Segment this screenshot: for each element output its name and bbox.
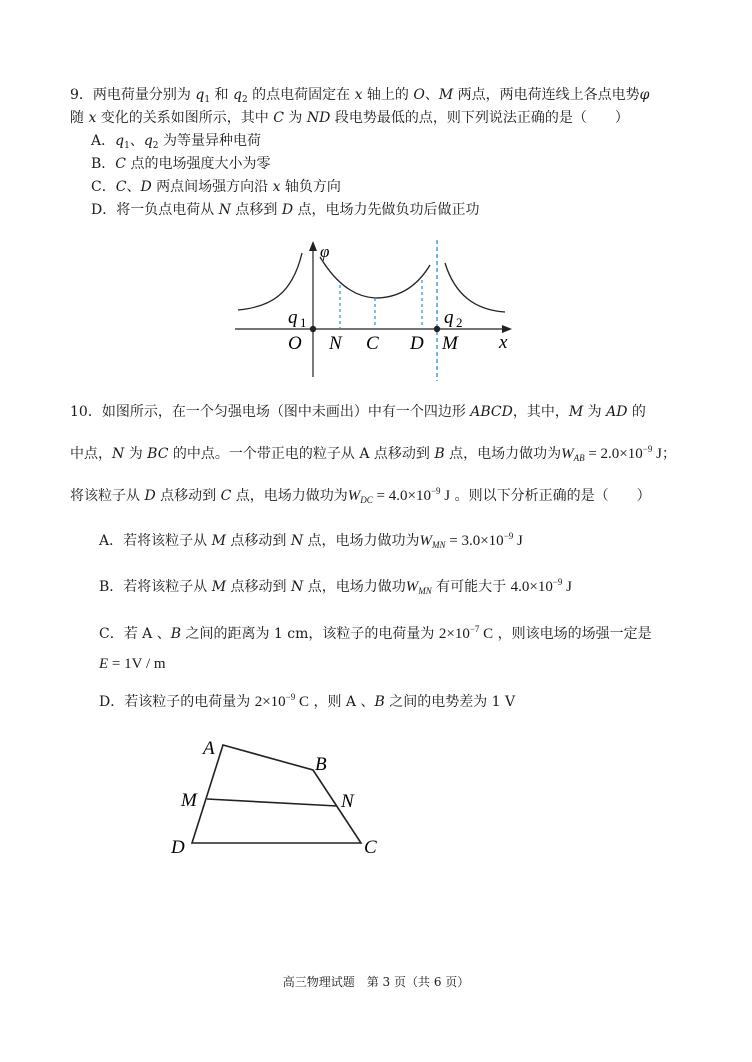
q1-label: q <box>288 307 298 328</box>
q9-option-b: B．C 点的电场强度大小为零 <box>91 156 271 172</box>
q9-stem-line2: 随 x 变化的关系如图所示，其中 C 为 ND 段电势最低的点，则下列说法正确的是（ ） <box>70 110 629 126</box>
label-d: D <box>171 837 185 858</box>
label-b: B <box>315 754 327 775</box>
q10-option-c: C．若 A 、B 之间的距离为 1 cm，该粒子的电荷量为 $2\times 10^{-7}$ C ，则该电场的场强一定是 <box>99 624 652 642</box>
n-label: N <box>329 333 342 354</box>
segment-mn <box>207 799 337 806</box>
q2-sub: 2 <box>456 315 463 330</box>
phi-label: φ <box>320 242 330 261</box>
q9-option-c: C．C、D 两点间场强方向沿 x 轴负方向 <box>91 179 341 195</box>
q10-option-a: A．若将该粒子从 M 点移动到 N 点，电场力做功为$W_{MN} = 3.0\times 10^{-9}$ J <box>99 531 523 550</box>
q10-stem-line1: 10．如图所示，在一个匀强电场（图中未画出）中有一个四边形 ABCD，其中，M 为 AD 的 <box>70 404 646 420</box>
q1-charge-dot <box>310 326 316 332</box>
phi-axis-arrow <box>309 241 317 251</box>
q10-quadrilateral-figure <box>165 730 395 865</box>
q10-stem-line2: 中点，N 为 BC 的中点。一个带正电的粒子从 A 点移动到 B 点，电场力做功为$W_{AB} = 2.0\times 10^{-9}$ J； <box>70 444 676 463</box>
m-label: M <box>442 333 458 354</box>
q10-stem-line3: 将该粒子从 D 点移动到 C 点，电场力做功为$W_{DC} = 4.0\times 10^{-9}$ J 。则以下分析正确的是（ ） <box>70 486 651 505</box>
label-a: A <box>203 738 215 759</box>
middle-curve <box>320 257 430 298</box>
o-label: O <box>288 333 302 354</box>
label-n: N <box>341 791 354 812</box>
q2-label: q <box>444 307 454 328</box>
q10-option-d: D．若该粒子的电荷量为 $2\times 10^{-9}$ C ，则 A 、B 之间的电势差为 1 V <box>99 692 516 710</box>
label-c: C <box>364 837 377 858</box>
q2-charge-dot <box>434 326 440 332</box>
right-curve <box>445 263 505 312</box>
page-footer: 高三物理试题 第 3 页（共 6 页） <box>282 975 470 989</box>
x-label: x <box>499 332 508 353</box>
c-label: C <box>366 333 379 354</box>
quadrilateral-abcd <box>192 745 361 843</box>
q9-potential-figure <box>230 235 530 385</box>
q10-option-c-cont: E = 1V / m <box>99 656 166 672</box>
d-label: D <box>410 333 424 354</box>
q9-stem-line1: 9．两电荷量分别为 $q_1$ 和 $q_2$ 的点电荷固定在 x 轴上的 O、M 两点，两电荷连线上各点电势φ <box>70 87 650 105</box>
q9-option-d: D．将一负点电荷从 N 点移到 D 点，电场力先做负功后做正功 <box>91 202 480 218</box>
q10-option-b: B．若将该粒子从 M 点移动到 N 点，电场力做功$W_{MN}$ 有可能大于 $4.0\times 10^{-9}$ J <box>99 577 572 596</box>
q9-option-a: A．$q_1$、$q_2$ 为等量异种电荷 <box>91 133 261 151</box>
label-m: M <box>181 790 197 811</box>
q1-sub: 1 <box>300 315 307 330</box>
left-curve <box>238 253 302 310</box>
